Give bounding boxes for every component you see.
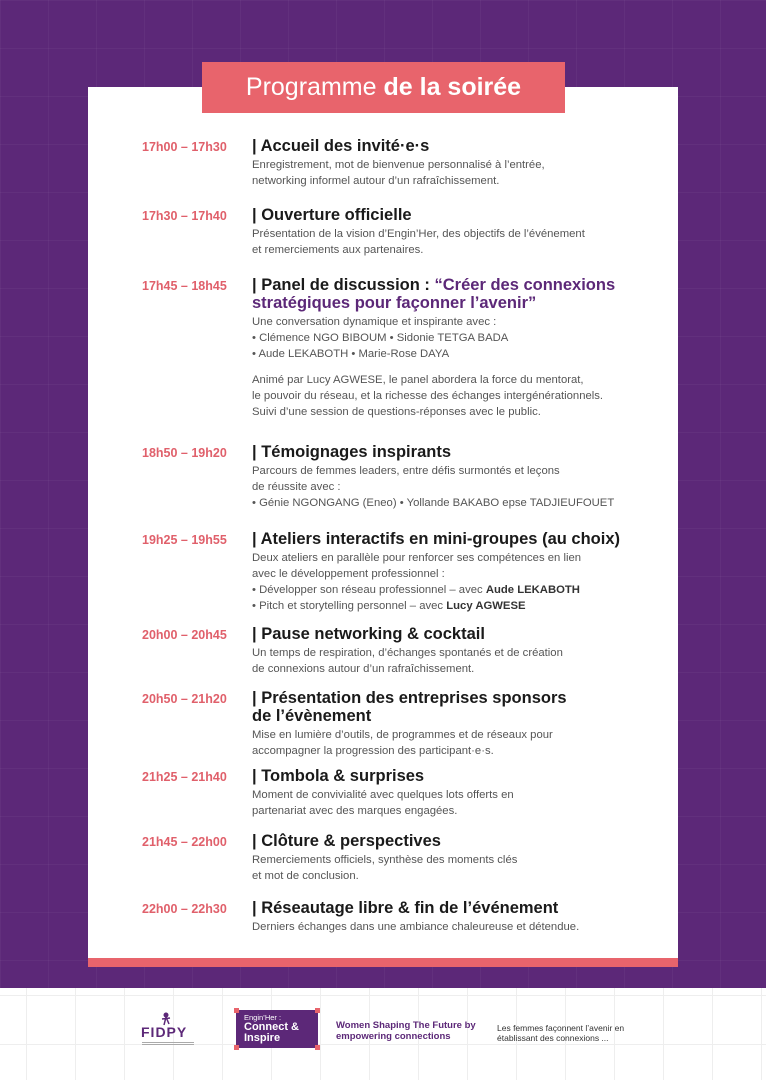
workshop-host: Lucy AGWESE — [446, 600, 526, 612]
panelist-line: • Aude LEKABOTH • Marie-Rose DAYA — [252, 348, 450, 360]
tagline-fr-line: établissant des connexions ... — [497, 1033, 609, 1043]
title-bold: de la soirée — [383, 73, 522, 101]
item-title: | Ateliers interactifs en mini-groupes (au choix) — [252, 530, 620, 548]
item-desc-line: et remerciements aux partenaires. — [252, 244, 424, 256]
item-time: 17h45 – 18h45 — [142, 279, 227, 293]
tagline-en — [336, 1020, 486, 1042]
item-desc-line: partenariat avec des marques engagées. — [252, 805, 458, 817]
item-title: | Témoignages inspirants — [252, 443, 451, 461]
item-title: | Accueil des invité·e·s — [252, 137, 430, 155]
item-time: 17h30 – 17h40 — [142, 209, 227, 223]
corner-square — [315, 1045, 320, 1050]
item-desc-line: Moment de convivialité avec quelques lots offerts en — [252, 789, 514, 801]
fidpy-logo — [138, 1012, 198, 1052]
item-desc-line: de réussite avec : — [252, 481, 341, 493]
connect-logo-small: Engin’Her : — [244, 1013, 282, 1022]
item-time: 19h25 – 19h55 — [142, 533, 227, 547]
tagline-en-line: empowering connections — [336, 1031, 451, 1042]
item-title-quote: “Créer des connexions — [434, 276, 616, 294]
card-bottom-bar — [88, 958, 678, 967]
item-title — [252, 276, 662, 294]
corner-square — [234, 1045, 239, 1050]
connect-logo-line2: Inspire — [244, 1032, 281, 1044]
workshop-line: • Pitch et storytelling personnel – avec Lucy AGWESE — [252, 600, 526, 612]
item-time: 18h50 – 19h20 — [142, 446, 227, 460]
workshop-line: • Développer son réseau professionnel – avec Aude LEKABOTH — [252, 584, 580, 596]
item-desc-line: Parcours de femmes leaders, entre défis surmontés et leçons — [252, 465, 560, 477]
item-title: | Ouverture officielle — [252, 206, 412, 224]
connect-inspire-logo — [236, 1010, 318, 1048]
item-time: 21h45 – 22h00 — [142, 835, 227, 849]
item-time: 17h00 – 17h30 — [142, 140, 227, 154]
item-desc-line: Une conversation dynamique et inspirante avec : — [252, 316, 497, 328]
item-time: 20h00 – 20h45 — [142, 628, 227, 642]
item-desc-line: Un temps de respiration, d’échanges spontanés et de création — [252, 647, 563, 659]
corner-square — [234, 1008, 239, 1013]
item-desc-line: le pouvoir du réseau, et la richesse des échanges intergénérationnels. — [252, 390, 604, 402]
item-desc-line: Animé par Lucy AGWESE, le panel abordera la force du mentorat, — [252, 374, 584, 386]
item-title: | Pause networking & cocktail — [252, 625, 485, 643]
item-desc-line: Remerciements officiels, synthèse des moments clés — [252, 854, 518, 866]
item-desc-line: Deux ateliers en parallèle pour renforcer ses compétences en lien — [252, 552, 582, 564]
item-title: | Réseautage libre & fin de l’événement — [252, 899, 559, 917]
page-title — [202, 62, 565, 113]
item-desc-line: avec le développement professionnel : — [252, 568, 445, 580]
tagline-fr — [497, 1023, 647, 1043]
item-desc-line: de connexions autour d’un rafraîchissement. — [252, 663, 475, 675]
item-desc-line: accompagner la progression des participant·e·s. — [252, 745, 494, 757]
item-time: 20h50 – 21h20 — [142, 692, 227, 706]
tagline-en-line: Women Shaping The Future by — [336, 1020, 476, 1031]
item-title-quote-line2: stratégiques pour façonner l’avenir” — [252, 294, 537, 312]
item-title-line2: de l’évènement — [252, 707, 372, 725]
workshop-host: Aude LEKABOTH — [485, 584, 580, 596]
item-desc-line: Présentation de la vision d’Engin’Her, des objectifs de l’événement — [252, 228, 585, 240]
tagline-fr-line: Les femmes façonnent l’avenir en — [497, 1023, 625, 1033]
item-time: 21h25 – 21h40 — [142, 770, 227, 784]
item-desc-line: Suivi d’une session de questions-réponses avec le public. — [252, 406, 541, 418]
fidpy-logo-text: FIDPY — [141, 1024, 188, 1040]
title-light: Programme — [245, 73, 377, 101]
item-desc-line: Derniers échanges dans une ambiance chaleureuse et détendue. — [252, 921, 580, 933]
item-time: 22h00 – 22h30 — [142, 902, 227, 916]
corner-square — [315, 1008, 320, 1013]
panelist-line: • Clémence NGO BIBOUM • Sidonie TETGA BADA — [252, 332, 509, 344]
item-title: | Tombola & surprises — [252, 767, 425, 785]
connect-logo-line1: Connect & — [244, 1021, 299, 1033]
item-desc-line: et mot de conclusion. — [252, 870, 359, 882]
item-title: | Clôture & perspectives — [252, 832, 441, 850]
item-title-text: | Panel de discussion : — [252, 276, 435, 294]
item-title: | Présentation des entreprises sponsors — [252, 689, 567, 707]
fidpy-logo-subtext — [142, 1041, 194, 1046]
item-desc-line: Enregistrement, mot de bienvenue personnalisé à l’entrée, — [252, 159, 545, 171]
item-desc-line: networking informel autour d’un rafraîchissement. — [252, 175, 500, 187]
speaker-line: • Génie NGONGANG (Eneo) • Yollande BAKABO epse TADJIEUFOUET — [252, 497, 615, 509]
item-desc-line: Mise en lumière d’outils, de programmes et de réseaux pour — [252, 729, 553, 741]
